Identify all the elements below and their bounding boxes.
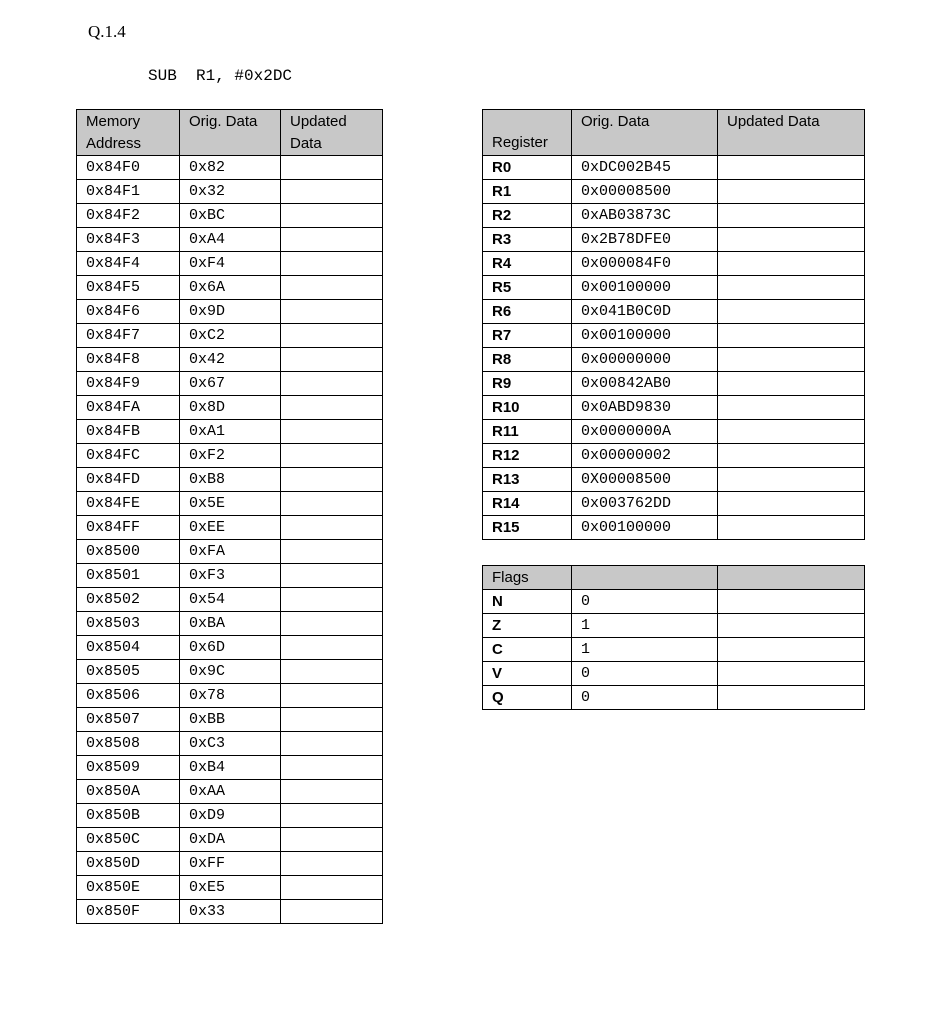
register-header: Register xyxy=(483,110,572,156)
register-orig-data-cell: 0x041B0C0D xyxy=(572,300,718,324)
register-name-cell: R10 xyxy=(483,396,572,420)
table-row xyxy=(77,852,383,876)
table-row xyxy=(77,204,383,228)
register-name-cell: R15 xyxy=(483,516,572,540)
memory-address-cell: 0x84F3 xyxy=(77,228,180,252)
orig-data-cell: 0x33 xyxy=(180,900,281,924)
register-name-cell: R2 xyxy=(483,204,572,228)
memory-address-header: Memory Address xyxy=(77,110,180,156)
updated-data-cell[interactable] xyxy=(281,492,383,516)
table-row xyxy=(77,588,383,612)
register-orig-data-cell: 0x0000000A xyxy=(572,420,718,444)
register-orig-data-cell: 0x003762DD xyxy=(572,492,718,516)
register-updated-data-cell[interactable] xyxy=(718,372,865,396)
register-orig-data-cell: 0X00008500 xyxy=(572,468,718,492)
orig-data-cell: 0x78 xyxy=(180,684,281,708)
table-row xyxy=(77,372,383,396)
updated-data-cell[interactable] xyxy=(281,756,383,780)
register-name-cell: R4 xyxy=(483,252,572,276)
register-updated-data-cell[interactable] xyxy=(718,324,865,348)
orig-data-cell: 0x32 xyxy=(180,180,281,204)
updated-data-cell[interactable] xyxy=(281,180,383,204)
table-row xyxy=(483,276,865,300)
table-row xyxy=(77,684,383,708)
register-name-cell: R11 xyxy=(483,420,572,444)
memory-address-cell: 0x850C xyxy=(77,828,180,852)
updated-data-cell[interactable] xyxy=(281,852,383,876)
orig-data-cell: 0xFF xyxy=(180,852,281,876)
register-orig-data-cell: 0x00000002 xyxy=(572,444,718,468)
orig-data-cell: 0xBB xyxy=(180,708,281,732)
orig-data-cell: 0xC3 xyxy=(180,732,281,756)
register-updated-data-cell[interactable] xyxy=(718,444,865,468)
flag-updated-cell[interactable] xyxy=(718,686,865,710)
orig-data-cell: 0xF2 xyxy=(180,444,281,468)
question-label: Q.1.4 xyxy=(88,22,126,41)
flag-name-cell: V xyxy=(483,662,572,686)
orig-data-cell: 0xC2 xyxy=(180,324,281,348)
register-orig-data-cell: 0x00100000 xyxy=(572,516,718,540)
register-table-header-row xyxy=(483,110,865,156)
memory-address-cell: 0x8501 xyxy=(77,564,180,588)
orig-data-cell: 0xF4 xyxy=(180,252,281,276)
flag-value-cell: 0 xyxy=(572,662,718,686)
orig-data-cell: 0xBC xyxy=(180,204,281,228)
table-row xyxy=(483,590,865,614)
table-row xyxy=(483,156,865,180)
table-row xyxy=(483,372,865,396)
updated-data-cell[interactable] xyxy=(281,372,383,396)
updated-data-cell[interactable] xyxy=(281,324,383,348)
orig-data-cell: 0xD9 xyxy=(180,804,281,828)
updated-data-cell[interactable] xyxy=(281,204,383,228)
updated-data-cell[interactable] xyxy=(281,828,383,852)
register-name-cell: R0 xyxy=(483,156,572,180)
table-row xyxy=(483,324,865,348)
orig-data-cell: 0xB8 xyxy=(180,468,281,492)
table-row xyxy=(77,636,383,660)
memory-address-cell: 0x8505 xyxy=(77,660,180,684)
register-updated-data-cell[interactable] xyxy=(718,468,865,492)
table-row xyxy=(77,396,383,420)
table-row xyxy=(77,708,383,732)
orig-data-cell: 0x42 xyxy=(180,348,281,372)
register-orig-data-cell: 0x00100000 xyxy=(572,276,718,300)
register-updated-data-cell[interactable] xyxy=(718,252,865,276)
register-orig-data-cell: 0x00000000 xyxy=(572,348,718,372)
register-updated-data-cell[interactable] xyxy=(718,300,865,324)
table-row xyxy=(483,252,865,276)
memory-address-cell: 0x84FF xyxy=(77,516,180,540)
register-updated-data-cell[interactable] xyxy=(718,492,865,516)
memory-address-cell: 0x8508 xyxy=(77,732,180,756)
updated-data-cell[interactable] xyxy=(281,732,383,756)
table-row xyxy=(77,804,383,828)
updated-data-cell[interactable] xyxy=(281,300,383,324)
updated-data-cell[interactable] xyxy=(281,780,383,804)
register-name-cell: R13 xyxy=(483,468,572,492)
flag-name-cell: Z xyxy=(483,614,572,638)
table-row xyxy=(77,516,383,540)
flag-value-cell: 1 xyxy=(572,638,718,662)
updated-data-cell[interactable] xyxy=(281,348,383,372)
updated-data-cell[interactable] xyxy=(281,396,383,420)
register-orig-data-cell: 0x00008500 xyxy=(572,180,718,204)
table-row xyxy=(77,732,383,756)
orig-data-cell: 0x6A xyxy=(180,276,281,300)
table-row xyxy=(77,300,383,324)
register-name-cell: R9 xyxy=(483,372,572,396)
flag-updated-cell[interactable] xyxy=(718,614,865,638)
register-name-cell: R8 xyxy=(483,348,572,372)
register-orig-data-cell: 0xDC002B45 xyxy=(572,156,718,180)
updated-data-cell[interactable] xyxy=(281,228,383,252)
table-row xyxy=(77,228,383,252)
orig-data-cell: 0xA4 xyxy=(180,228,281,252)
flags-table xyxy=(482,565,865,710)
register-orig-data-cell: 0x00842AB0 xyxy=(572,372,718,396)
flag-updated-cell[interactable] xyxy=(718,638,865,662)
orig-data-cell: 0xA1 xyxy=(180,420,281,444)
memory-address-cell: 0x8502 xyxy=(77,588,180,612)
table-row xyxy=(77,660,383,684)
flag-value-cell: 0 xyxy=(572,590,718,614)
register-name-cell: R1 xyxy=(483,180,572,204)
register-orig-data-cell: 0x000084F0 xyxy=(572,252,718,276)
register-updated-data-cell[interactable] xyxy=(718,156,865,180)
memory-address-cell: 0x84F1 xyxy=(77,180,180,204)
memory-address-cell: 0x84F9 xyxy=(77,372,180,396)
memory-address-cell: 0x84F7 xyxy=(77,324,180,348)
table-row xyxy=(77,492,383,516)
register-updated-data-cell[interactable] xyxy=(718,396,865,420)
orig-data-cell: 0xF3 xyxy=(180,564,281,588)
register-name-cell: R12 xyxy=(483,444,572,468)
memory-address-cell: 0x84F0 xyxy=(77,156,180,180)
table-row xyxy=(483,468,865,492)
table-row xyxy=(483,492,865,516)
memory-address-cell: 0x850D xyxy=(77,852,180,876)
table-row xyxy=(77,348,383,372)
table-row xyxy=(483,348,865,372)
memory-address-cell: 0x8500 xyxy=(77,540,180,564)
table-row xyxy=(483,180,865,204)
register-name-cell: R5 xyxy=(483,276,572,300)
table-row xyxy=(77,420,383,444)
memory-address-cell: 0x84F6 xyxy=(77,300,180,324)
flags-table-header-row xyxy=(483,566,865,590)
table-row xyxy=(77,444,383,468)
table-row xyxy=(77,756,383,780)
flags-header: Flags xyxy=(483,566,572,590)
flag-updated-cell[interactable] xyxy=(718,662,865,686)
table-row xyxy=(77,612,383,636)
table-row xyxy=(483,396,865,420)
register-orig-data-header: Orig. Data xyxy=(572,110,718,156)
register-updated-data-header: Updated Data xyxy=(718,110,865,156)
flags-orig-header xyxy=(572,566,718,590)
register-name-cell: R3 xyxy=(483,228,572,252)
updated-data-cell[interactable] xyxy=(281,684,383,708)
register-orig-data-cell: 0xAB03873C xyxy=(572,204,718,228)
updated-data-cell[interactable] xyxy=(281,252,383,276)
table-row xyxy=(77,900,383,924)
flags-updated-header xyxy=(718,566,865,590)
table-row xyxy=(483,204,865,228)
table-row xyxy=(77,468,383,492)
orig-data-cell: 0x82 xyxy=(180,156,281,180)
memory-address-cell: 0x84F8 xyxy=(77,348,180,372)
updated-data-cell[interactable] xyxy=(281,420,383,444)
updated-data-cell[interactable] xyxy=(281,564,383,588)
register-name-cell: R7 xyxy=(483,324,572,348)
memory-address-cell: 0x84FA xyxy=(77,396,180,420)
memory-address-cell: 0x84FB xyxy=(77,420,180,444)
updated-data-cell[interactable] xyxy=(281,876,383,900)
updated-data-cell[interactable] xyxy=(281,444,383,468)
flag-value-cell: 1 xyxy=(572,614,718,638)
orig-data-cell: 0x8D xyxy=(180,396,281,420)
register-updated-data-cell[interactable] xyxy=(718,180,865,204)
memory-address-cell: 0x8509 xyxy=(77,756,180,780)
updated-data-cell[interactable] xyxy=(281,516,383,540)
orig-data-header: Orig. Data xyxy=(180,110,281,156)
memory-table xyxy=(76,109,383,924)
updated-data-cell[interactable] xyxy=(281,900,383,924)
register-table xyxy=(482,109,865,540)
updated-data-cell[interactable] xyxy=(281,156,383,180)
table-row xyxy=(483,686,865,710)
table-row xyxy=(77,564,383,588)
updated-data-cell[interactable] xyxy=(281,660,383,684)
table-row xyxy=(483,614,865,638)
updated-data-cell[interactable] xyxy=(281,708,383,732)
orig-data-cell: 0xAA xyxy=(180,780,281,804)
table-row xyxy=(483,638,865,662)
register-name-cell: R14 xyxy=(483,492,572,516)
updated-data-cell[interactable] xyxy=(281,588,383,612)
updated-data-cell[interactable] xyxy=(281,636,383,660)
orig-data-cell: 0xFA xyxy=(180,540,281,564)
flag-name-cell: Q xyxy=(483,686,572,710)
orig-data-cell: 0x67 xyxy=(180,372,281,396)
updated-data-cell[interactable] xyxy=(281,804,383,828)
memory-address-cell: 0x84FC xyxy=(77,444,180,468)
orig-data-cell: 0xDA xyxy=(180,828,281,852)
memory-address-cell: 0x850A xyxy=(77,780,180,804)
orig-data-cell: 0x5E xyxy=(180,492,281,516)
table-row xyxy=(77,156,383,180)
table-row xyxy=(483,662,865,686)
table-row xyxy=(483,516,865,540)
table-row xyxy=(483,420,865,444)
orig-data-cell: 0x9D xyxy=(180,300,281,324)
memory-address-cell: 0x84F5 xyxy=(77,276,180,300)
memory-address-cell: 0x8503 xyxy=(77,612,180,636)
memory-address-cell: 0x8507 xyxy=(77,708,180,732)
table-row xyxy=(77,276,383,300)
memory-address-cell: 0x8504 xyxy=(77,636,180,660)
register-orig-data-cell: 0x00100000 xyxy=(572,324,718,348)
register-updated-data-cell[interactable] xyxy=(718,420,865,444)
table-row xyxy=(483,300,865,324)
memory-address-cell: 0x84FD xyxy=(77,468,180,492)
orig-data-cell: 0x54 xyxy=(180,588,281,612)
table-row xyxy=(77,540,383,564)
orig-data-cell: 0xE5 xyxy=(180,876,281,900)
orig-data-cell: 0xBA xyxy=(180,612,281,636)
memory-address-cell: 0x84F2 xyxy=(77,204,180,228)
table-row xyxy=(77,876,383,900)
updated-data-cell[interactable] xyxy=(281,540,383,564)
table-row xyxy=(77,324,383,348)
memory-address-cell: 0x850F xyxy=(77,900,180,924)
memory-address-cell: 0x84F4 xyxy=(77,252,180,276)
table-row xyxy=(77,180,383,204)
flag-value-cell: 0 xyxy=(572,686,718,710)
memory-address-cell: 0x850B xyxy=(77,804,180,828)
register-updated-data-cell[interactable] xyxy=(718,276,865,300)
orig-data-cell: 0x9C xyxy=(180,660,281,684)
table-row xyxy=(77,828,383,852)
table-row xyxy=(77,252,383,276)
register-name-cell: R6 xyxy=(483,300,572,324)
memory-address-cell: 0x850E xyxy=(77,876,180,900)
register-updated-data-cell[interactable] xyxy=(718,516,865,540)
updated-data-header: Updated Data xyxy=(281,110,383,156)
register-orig-data-cell: 0x2B78DFE0 xyxy=(572,228,718,252)
updated-data-cell[interactable] xyxy=(281,468,383,492)
memory-address-cell: 0x8506 xyxy=(77,684,180,708)
flag-name-cell: N xyxy=(483,590,572,614)
orig-data-cell: 0xEE xyxy=(180,516,281,540)
flag-name-cell: C xyxy=(483,638,572,662)
table-row xyxy=(77,780,383,804)
flag-updated-cell[interactable] xyxy=(718,590,865,614)
table-row xyxy=(483,444,865,468)
register-updated-data-cell[interactable] xyxy=(718,348,865,372)
table-row xyxy=(483,228,865,252)
register-updated-data-cell[interactable] xyxy=(718,228,865,252)
instruction-text: SUB R1, #0x2DC xyxy=(148,67,293,85)
updated-data-cell[interactable] xyxy=(281,612,383,636)
orig-data-cell: 0xB4 xyxy=(180,756,281,780)
register-orig-data-cell: 0x0ABD9830 xyxy=(572,396,718,420)
updated-data-cell[interactable] xyxy=(281,276,383,300)
memory-address-cell: 0x84FE xyxy=(77,492,180,516)
orig-data-cell: 0x6D xyxy=(180,636,281,660)
memory-table-header-row xyxy=(77,110,383,156)
register-updated-data-cell[interactable] xyxy=(718,204,865,228)
